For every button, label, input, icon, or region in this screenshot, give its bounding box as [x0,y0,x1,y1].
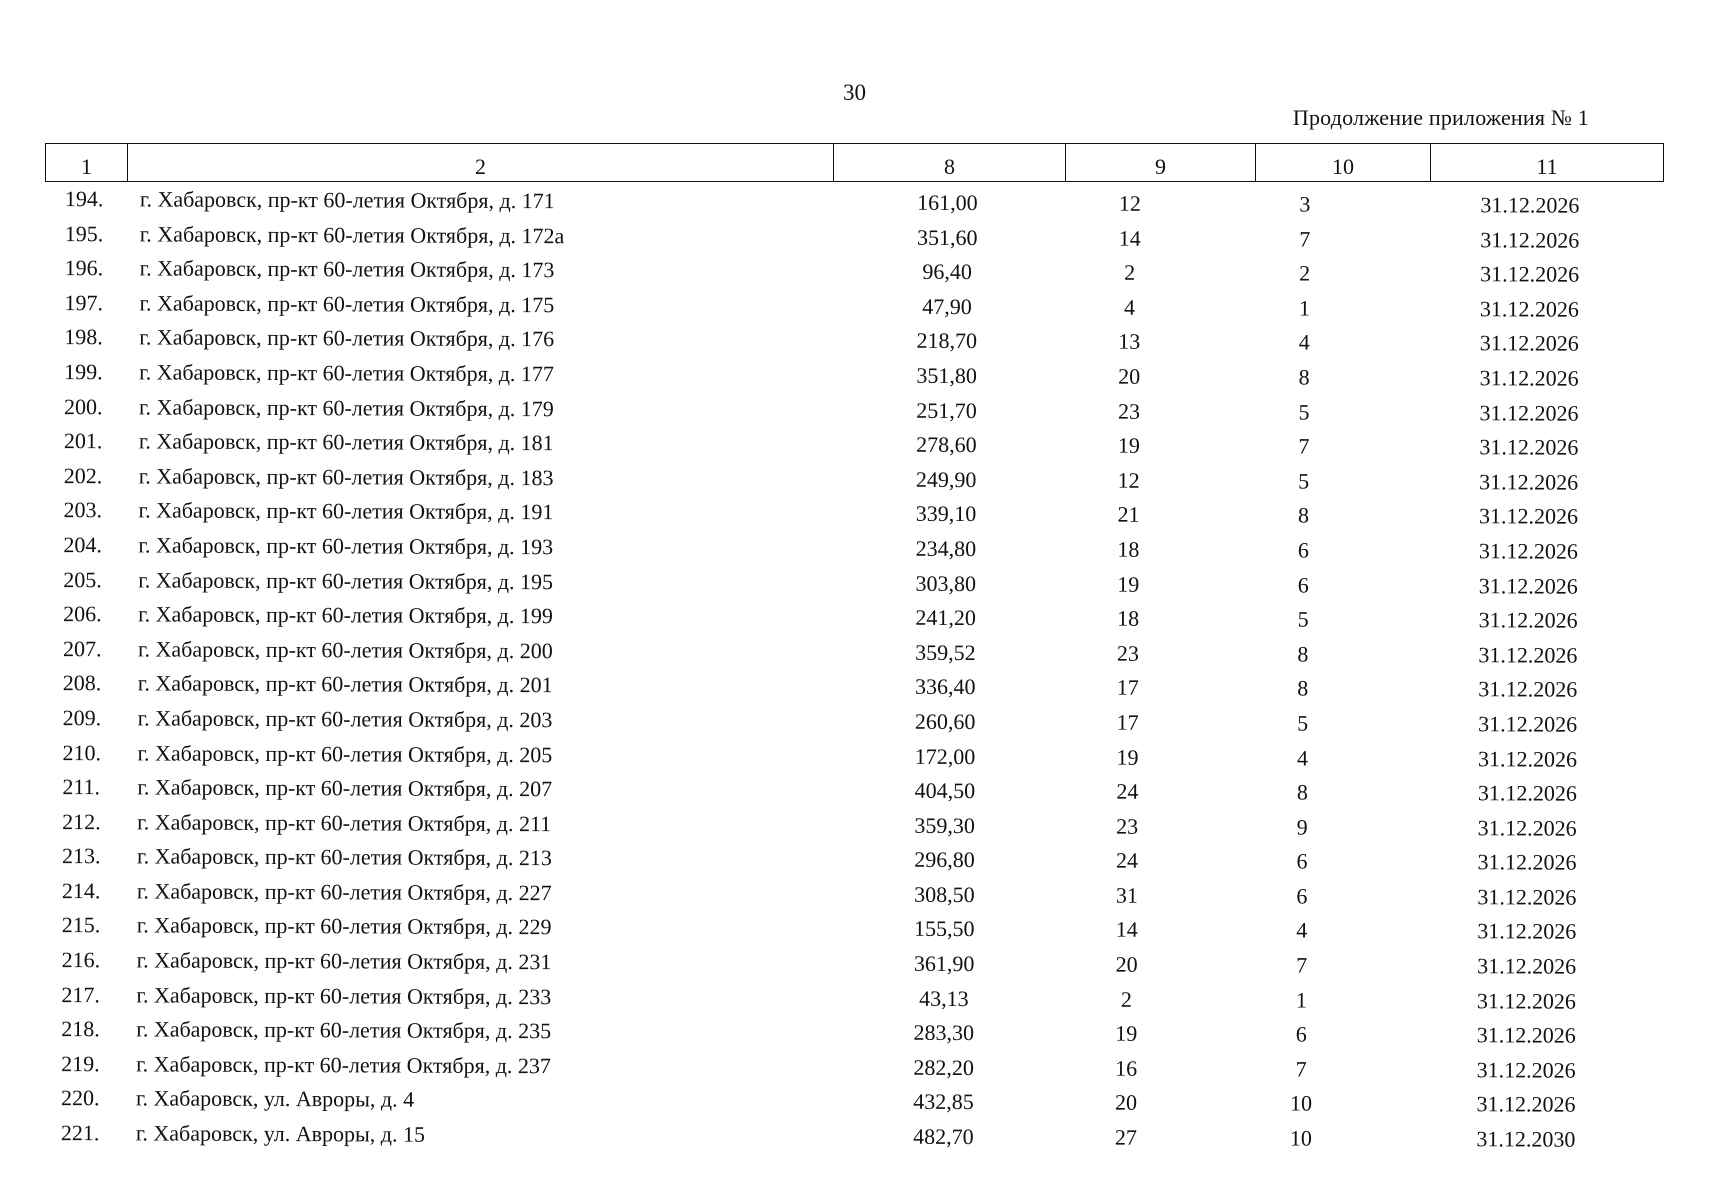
column-10-cell: 6 [1297,537,1309,563]
date-cell: 31.12.2026 [1479,434,1579,460]
date-cell: 31.12.2026 [1479,365,1579,391]
appendix-continuation-note: Продолжение приложения № 1 [1292,105,1589,130]
table-header [45,143,1664,182]
column-9-cell: 2 [1124,259,1136,285]
column-header-8: 8 [834,144,1066,182]
address-cell: г. Хабаровск, пр-кт 60-летия Октября, д. 227 [136,878,552,906]
address-cell: г. Хабаровск, пр-кт 60-летия Октября, д. 233 [136,982,552,1009]
date-cell: 31.12.2026 [1479,330,1579,357]
address-cell: г. Хабаровск, ул. Авроры, д. 4 [135,1085,415,1113]
date-cell: 31.12.2026 [1477,849,1577,875]
column-9-cell: 24 [1116,847,1139,874]
row-number: 194. [64,186,104,212]
area-cell: 47,90 [922,293,972,319]
date-cell: 31.12.2026 [1480,192,1580,218]
date-cell: 31.12.2026 [1479,503,1579,530]
address-cell: г. Хабаровск, пр-кт 60-летия Октября, д. 183 [138,463,554,490]
area-cell: 351,60 [916,224,978,250]
column-9-cell: 19 [1116,744,1139,770]
date-cell: 31.12.2026 [1478,641,1578,668]
row-number: 207. [62,635,102,661]
column-10-cell: 5 [1298,468,1310,494]
address-cell: г. Хабаровск, пр-кт 60-летия Октября, д. 172а [139,221,565,248]
address-cell: г. Хабаровск, пр-кт 60-летия Октября, д. 173 [139,255,555,283]
date-cell: 31.12.2026 [1480,261,1580,287]
address-cell: г. Хабаровск, пр-кт 60-летия Октября, д. 231 [136,947,552,975]
row-number: 196. [64,255,104,281]
date-cell: 31.12.2026 [1478,676,1578,703]
date-cell: 31.12.2026 [1478,711,1578,737]
address-cell: г. Хабаровск, пр-кт 60-летия Октября, д. 207 [137,774,553,802]
address-cell: г. Хабаровск, ул. Авроры, д. 15 [135,1120,426,1147]
column-10-cell: 6 [1296,848,1308,874]
column-9-cell: 2 [1120,986,1133,1012]
column-10-cell: 7 [1296,952,1308,978]
date-cell: 31.12.2026 [1476,1022,1576,1048]
area-cell: 155,50 [913,916,975,942]
date-cell: 31.12.2026 [1477,814,1577,841]
column-10-cell: 1 [1298,295,1311,321]
date-cell: 31.12.2026 [1476,1091,1576,1118]
row-number: 199. [64,359,103,385]
row-number: 204. [63,532,102,558]
address-cell: г. Хабаровск, пр-кт 60-летия Октября, д. 191 [138,497,554,525]
row-number: 221. [60,1120,100,1146]
column-10-cell: 10 [1289,1125,1312,1151]
date-cell: 31.12.2026 [1477,918,1577,945]
date-cell: 31.12.2026 [1480,226,1580,253]
date-cell: 31.12.2026 [1479,296,1580,322]
column-9-cell: 19 [1115,1020,1138,1047]
column-header-11: 11 [1431,144,1664,182]
date-cell: 31.12.2026 [1479,469,1579,495]
column-9-cell: 19 [1117,432,1140,458]
column-10-cell: 7 [1299,226,1311,252]
date-cell: 31.12.2026 [1477,953,1577,979]
row-number: 214. [61,877,101,904]
area-cell: 359,52 [915,639,976,665]
row-number: 198. [64,324,103,350]
address-cell: г. Хабаровск, пр-кт 60-летия Октября, д. 181 [138,428,554,456]
area-cell: 303,80 [915,570,977,596]
date-cell: 31.12.2026 [1479,399,1579,426]
area-cell: 234,80 [915,535,977,562]
column-10-cell: 1 [1295,987,1308,1013]
date-cell: 31.12.2026 [1476,987,1577,1014]
address-cell: г. Хабаровск, пр-кт 60-летия Октября, д. 177 [139,359,555,387]
column-header-9: 9 [1066,144,1256,182]
column-10-cell: 5 [1298,399,1310,425]
area-cell: 43,13 [919,985,969,1011]
address-cell: г. Хабаровск, пр-кт 60-летия Октября, д. 175 [139,290,555,318]
area-cell: 161,00 [917,189,978,216]
column-header-10: 10 [1256,144,1431,182]
column-9-cell: 20 [1114,1090,1138,1116]
column-10-cell: 7 [1298,433,1310,459]
column-9-cell: 14 [1118,225,1141,251]
column-9-cell: 18 [1117,605,1140,631]
area-cell: 361,90 [913,950,975,977]
column-9-cell: 19 [1117,571,1140,597]
column-9-cell: 17 [1116,674,1139,701]
column-10-cell: 8 [1296,779,1308,805]
column-9-cell: 23 [1116,813,1139,839]
date-cell: 31.12.2026 [1477,780,1577,806]
area-cell: 241,20 [915,604,976,631]
address-cell: г. Хабаровск, пр-кт 60-летия Октября, д. 195 [138,566,554,594]
column-10-cell: 4 [1296,917,1308,943]
column-10-cell: 8 [1298,364,1310,390]
date-cell: 31.12.2026 [1478,538,1578,564]
area-cell: 359,30 [914,812,976,838]
column-9-cell: 21 [1117,502,1140,528]
area-cell: 432,85 [913,1089,974,1115]
area-cell: 96,40 [922,259,972,285]
address-cell: г. Хабаровск, пр-кт 60-летия Октября, д. 213 [137,843,552,871]
area-cell: 278,60 [916,431,977,458]
row-number: 212. [62,808,101,834]
column-9-cell: 23 [1117,398,1141,424]
row-number: 205. [63,566,102,592]
column-9-cell: 16 [1115,1055,1138,1081]
date-cell: 31.12.2026 [1477,884,1577,910]
date-cell: 31.12.2026 [1476,1057,1576,1083]
date-cell: 31.12.2026 [1477,745,1578,772]
page-number: 30 [843,80,866,105]
column-10-cell: 10 [1289,1090,1313,1116]
area-cell: 351,80 [916,362,977,389]
area-cell: 251,70 [916,397,977,423]
column-9-cell: 13 [1118,329,1141,355]
column-9-cell: 4 [1123,294,1136,320]
column-10-cell: 6 [1297,572,1309,598]
column-10-cell: 8 [1297,675,1309,701]
area-cell: 296,80 [914,847,975,873]
area-cell: 404,50 [914,777,976,804]
column-9-cell: 20 [1115,951,1138,977]
area-cell: 283,30 [913,1020,975,1046]
row-number: 216. [61,947,101,973]
column-9-cell: 31 [1115,882,1138,908]
row-number: 197. [64,289,104,316]
row-number: 200. [63,393,103,419]
address-cell: г. Хабаровск, пр-кт 60-летия Октября, д. 229 [136,912,552,940]
date-cell: 31.12.2026 [1478,607,1578,633]
row-number: 202. [63,462,103,489]
column-9-cell: 23 [1116,640,1140,666]
row-number: 203. [63,497,103,523]
column-9-cell: 12 [1118,190,1141,216]
column-10-cell: 4 [1298,329,1310,355]
column-10-cell: 6 [1296,883,1308,909]
address-cell: г. Хабаровск, пр-кт 60-летия Октября, д. 193 [138,532,554,560]
area-cell: 282,20 [913,1054,974,1080]
row-number: 208. [62,670,102,696]
column-header-1: 1 [46,144,128,182]
address-cell: г. Хабаровск, пр-кт 60-летия Октября, д. 176 [139,324,555,352]
row-number: 218. [61,1016,100,1042]
column-9-cell: 18 [1117,536,1140,562]
column-10-cell: 2 [1299,260,1311,286]
row-number: 215. [61,912,101,938]
row-number: 211. [62,774,101,800]
date-cell: 31.12.2026 [1478,572,1578,599]
address-cell: г. Хабаровск, пр-кт 60-летия Октября, д. 211 [137,809,552,836]
address-cell: г. Хабаровск, пр-кт 60-летия Октября, д. 179 [138,393,554,421]
address-cell: г. Хабаровск, пр-кт 60-летия Октября, д. 205 [137,739,553,767]
column-9-cell: 20 [1118,363,1141,389]
row-number: 213. [62,843,101,869]
table-body [41,184,1580,1153]
row-number: 210. [62,739,102,765]
column-10-cell: 4 [1296,744,1309,771]
row-number: 201. [63,428,103,454]
row-number: 219. [61,1050,100,1077]
column-10-cell: 6 [1295,1021,1307,1047]
address-cell: г. Хабаровск, пр-кт 60-летия Октября, д. 235 [136,1016,552,1044]
row-number: 195. [64,220,104,246]
column-10-cell: 5 [1297,606,1309,632]
row-number: 217. [61,981,101,1007]
column-10-cell: 8 [1298,502,1310,528]
column-10-cell: 5 [1297,710,1309,736]
area-cell: 308,50 [914,881,975,907]
column-9-cell: 17 [1116,709,1139,735]
column-header-2: 2 [128,144,834,182]
address-cell: г. Хабаровск, пр-кт 60-летия Октября, д. 237 [136,1051,552,1079]
address-cell: г. Хабаровск, пр-кт 60-летия Октября, д. 200 [137,636,553,663]
address-cell: г. Хабаровск, пр-кт 60-летия Октября, д. 171 [139,186,555,214]
area-cell: 336,40 [915,674,976,700]
column-9-cell: 27 [1114,1124,1137,1150]
row-number: 220. [60,1085,100,1111]
column-10-cell: 8 [1297,641,1309,667]
column-9-cell: 12 [1117,467,1140,493]
area-cell: 172,00 [914,743,976,769]
area-cell: 249,90 [915,466,977,492]
area-cell: 260,60 [914,708,976,734]
address-cell: г. Хабаровск, пр-кт 60-летия Октября, д. 201 [137,670,553,698]
row-number: 206. [63,601,102,627]
area-cell: 339,10 [915,501,977,527]
column-9-cell: 14 [1115,917,1138,943]
column-10-cell: 9 [1296,814,1308,840]
column-10-cell: 7 [1295,1056,1307,1082]
address-cell: г. Хабаровск, пр-кт 60-летия Октября, д. 199 [138,601,553,629]
address-cell: г. Хабаровск, пр-кт 60-летия Октября, д. 203 [137,705,553,733]
row-number: 209. [62,704,102,731]
area-cell: 482,70 [913,1123,974,1150]
area-cell: 218,70 [916,328,978,354]
column-10-cell: 3 [1299,191,1311,217]
date-cell: 31.12.2030 [1476,1126,1576,1152]
column-9-cell: 24 [1116,778,1139,804]
